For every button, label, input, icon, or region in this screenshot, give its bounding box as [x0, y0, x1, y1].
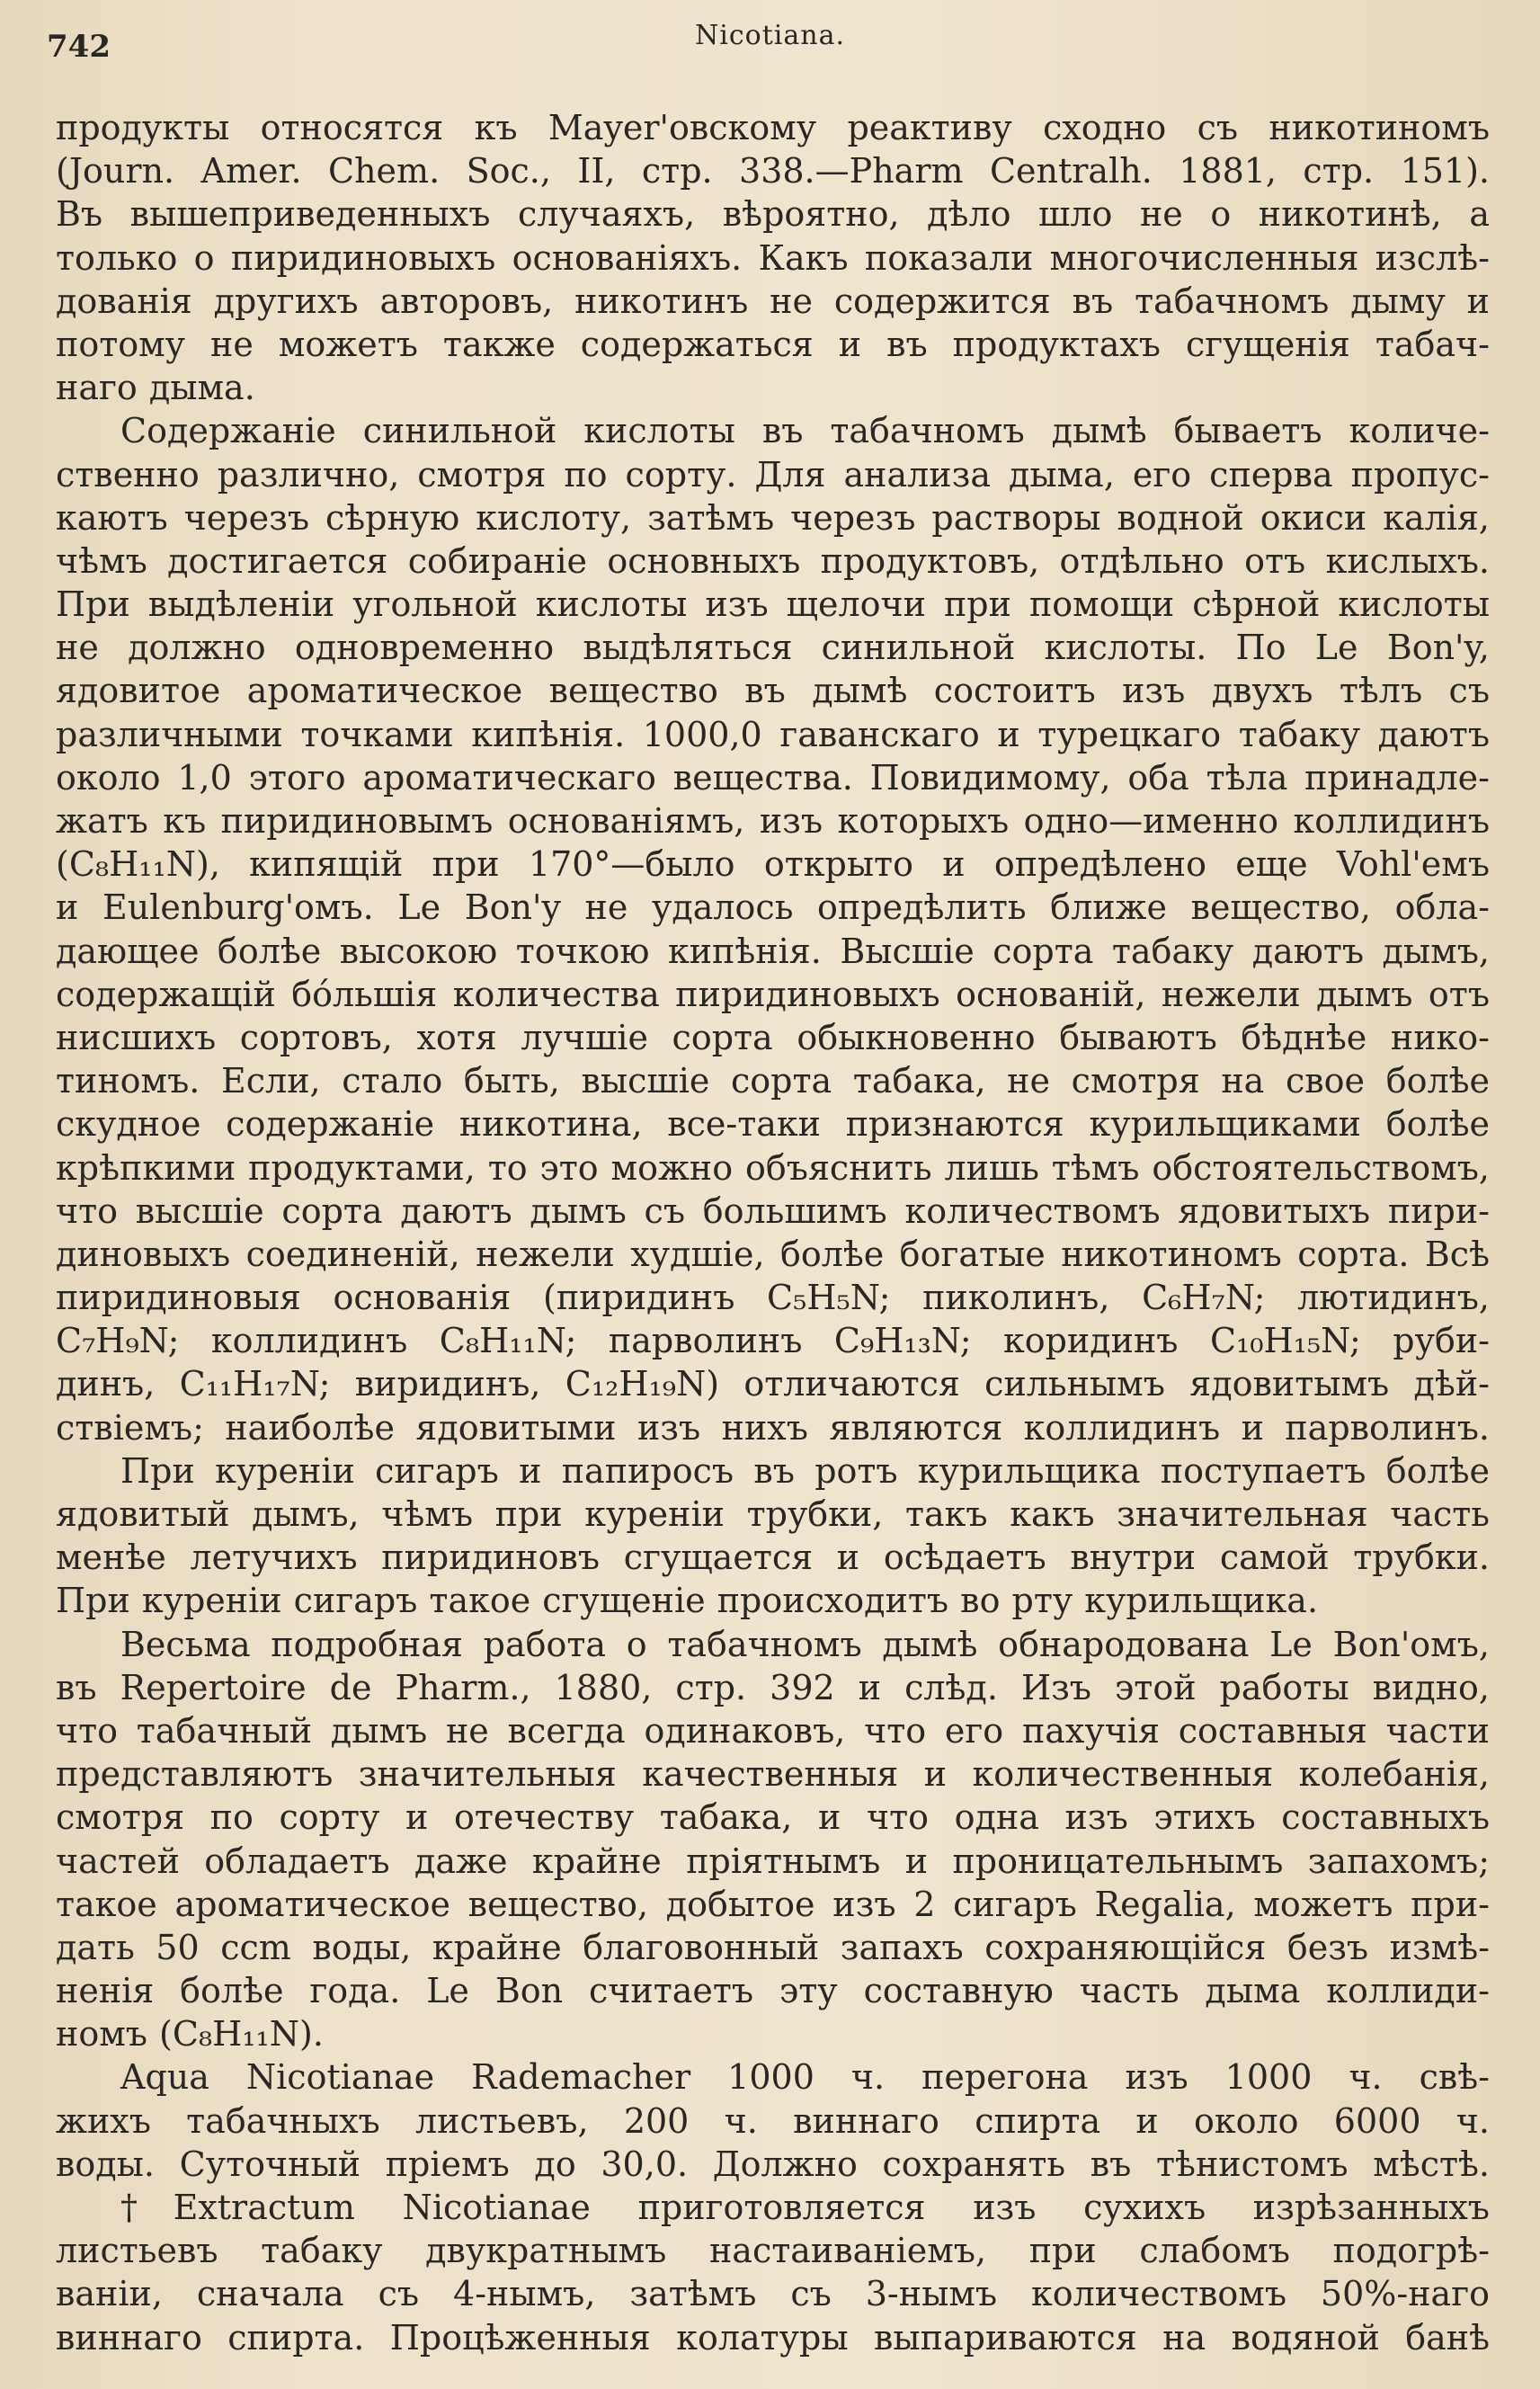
text-line: ядовитое ароматическое вещество въ дымѣ состоитъ изъ двухъ тѣлъ съ: [56, 671, 1490, 711]
text-line: Содержаніе синильной кислоты въ табачномъ дымѣ бываетъ количе-: [120, 411, 1490, 451]
text-line: ствіемъ; наиболѣе ядовитыми изъ нихъ являются коллидинъ и парволинъ.: [56, 1407, 1490, 1448]
page-number: 742: [47, 29, 111, 65]
text-line: дованія другихъ авторовъ, никотинъ не содержится въ табачномъ дыму и: [56, 281, 1490, 321]
text-line: около 1,0 этого ароматическаго вещества. Повидимому, оба тѣла принадле-: [56, 757, 1490, 798]
text-line: и Eulenburg'омъ. Le Bon'y не удалось опредѣлить ближе вещество, обла-: [56, 887, 1490, 928]
text-line: смотря по сорту и отечеству табака, и что одна изъ этихъ составныхъ: [56, 1797, 1490, 1838]
text-line: диновыхъ соединеній, нежели худшіе, болѣе богатые никотиномъ сорта. Всѣ: [56, 1234, 1490, 1274]
text-line: воды. Суточный пріемъ до 30,0. Должно сохранять въ тѣнистомъ мѣстѣ.: [56, 2144, 1490, 2184]
text-line: не должно одновременно выдѣляться синильной кислоты. По Le Bon'y,: [56, 628, 1490, 668]
text-line: только о пиридиновыхъ основаніяхъ. Какъ показали многочисленныя изслѣ-: [56, 237, 1490, 278]
text-line: ненія болѣе года. Le Bon считаетъ эту составную часть дыма коллиди-: [56, 1971, 1490, 2011]
text-line: менѣе летучихъ пиридиновъ сгущается и осѣдаетъ внутри самой трубки.: [56, 1538, 1490, 1578]
text-line: въ Repertoire de Pharm., 1880, стр. 392 и слѣд. Изъ этой работы видно,: [56, 1667, 1490, 1707]
text-line: каютъ черезъ сѣрную кислоту, затѣмъ черезъ растворы водной окиси калія,: [56, 497, 1490, 538]
text-line: ваніи, сначала съ 4-нымъ, затѣмъ съ 3-нымъ количествомъ 50%-наго: [56, 2274, 1490, 2314]
text-line: содержащій бóльшія количества пиридиновыхъ основаній, нежели дымъ отъ: [56, 974, 1490, 1014]
text-line: жихъ табачныхъ листьевъ, 200 ч. виннаго спирта и около 6000 ч.: [56, 2100, 1490, 2141]
text-line: нисшихъ сортовъ, хотя лучшіе сорта обыкновенно бываютъ бѣднѣе нико-: [56, 1017, 1490, 1057]
text-line: пиридиновыя основанія (пиридинъ C₅H₅N; пиколинъ, C₆H₇N; лютидинъ,: [56, 1278, 1490, 1318]
text-line: ственно различно, смотря по сорту. Для анализа дыма, его сперва пропус-: [56, 454, 1490, 495]
text-line: чѣмъ достигается собираніе основныхъ продуктовъ, отдѣльно отъ кислыхъ.: [56, 540, 1490, 581]
text-line: (Journ. Amer. Chem. Soc., II, стр. 338.—Pharm Centralh. 1881, стр. 151).: [56, 151, 1490, 192]
text-line: При куреніи сигаръ такое сгущеніе происходитъ во рту курильщика.: [56, 1581, 1319, 1621]
text-line: ядовитый дымъ, чѣмъ при куреніи трубки, такъ какъ значительная часть: [56, 1494, 1490, 1534]
text-line: При выдѣленіи угольной кислоты изъ щелочи при помощи сѣрной кислоты: [56, 584, 1490, 625]
text-line: дающее болѣе высокою точкою кипѣнія. Высшіе сорта табаку даютъ дымъ,: [56, 931, 1490, 971]
text-line: скудное содержаніе никотина, все-таки признаются курильщиками болѣе: [56, 1104, 1490, 1145]
text-line: динъ, C₁₁H₁₇N; виридинъ, C₁₂H₁₉N) отличаются сильнымъ ядовитымъ дѣй-: [56, 1364, 1490, 1404]
text-line: Весьма подробная работа о табачномъ дымѣ обнародована Le Bon'омъ,: [120, 1624, 1490, 1664]
text-line: различными точками кипѣнія. 1000,0 гаванскаго и турецкаго табаку даютъ: [56, 714, 1490, 754]
body-text: [56, 106, 1490, 2359]
text-line: крѣпкими продуктами, то это можно объяснить лишь тѣмъ обстоятельствомъ,: [56, 1147, 1490, 1188]
text-line: частей обладаетъ даже крайне пріятнымъ и проницательнымъ запахомъ;: [56, 1841, 1490, 1881]
running-title: Nicotiana.: [695, 20, 845, 51]
text-line: (C₈H₁₁N), кипящій при 170°—было открыто и опредѣлено еще Vohl'емъ: [56, 844, 1490, 885]
text-line: номъ (C₈H₁₁N).: [56, 2014, 324, 2055]
text-line: потому не можетъ также содержаться и въ продуктахъ сгущенія табач-: [56, 324, 1490, 364]
text-line: Въ вышеприведенныхъ случаяхъ, вѣроятно, дѣло шло не о никотинѣ, а: [56, 194, 1490, 235]
text-line: наго дыма.: [56, 368, 255, 408]
text-line: что высшіе сорта даютъ дымъ съ большимъ количествомъ ядовитыхъ пири-: [56, 1190, 1490, 1231]
text-line: дать 50 ccm воды, крайне благовонный запахъ сохраняющійся безъ измѣ-: [56, 1927, 1490, 1967]
text-line: тиномъ. Если, стало быть, высшіе сорта табака, не смотря на свое болѣе: [56, 1061, 1490, 1101]
text-line: виннаго спирта. Процѣженныя колатуры выпариваются на водяной банѣ: [56, 2317, 1490, 2358]
text-line: жатъ къ пиридиновымъ основаніямъ, изъ которыхъ одно—именно коллидинъ: [56, 801, 1490, 841]
text-line: продукты относятся къ Mayer'овскому реактиву сходно съ никотиномъ: [56, 108, 1490, 147]
text-line: листьевъ табаку двукратнымъ настаиваніемъ, при слабомъ подогрѣ-: [56, 2231, 1490, 2271]
text-line: C₇H₉N; коллидинъ C₈H₁₁N; парволинъ C₉H₁₃N; коридинъ C₁₀H₁₅N; руби-: [56, 1321, 1490, 1361]
text-line: †Extractum Nicotianae приготовляется изъ сухихъ изрѣзанныхъ: [120, 2188, 1490, 2227]
text-line: такое ароматическое вещество, добытое изъ 2 сигаръ Regalia, можетъ при-: [56, 1884, 1490, 1924]
text-line: что табачный дымъ не всегда одинаковъ, что его пахучія составныя части: [56, 1710, 1490, 1751]
text-line: Aqua Nicotianae Rademacher 1000 ч. перегона изъ 1000 ч. свѣ-: [120, 2057, 1490, 2098]
text-line: представляютъ значительныя качественныя и количественныя колебанія,: [56, 1754, 1490, 1795]
text-line: При куреніи сигаръ и папиросъ въ ротъ курильщика поступаетъ болѣе: [120, 1450, 1490, 1491]
